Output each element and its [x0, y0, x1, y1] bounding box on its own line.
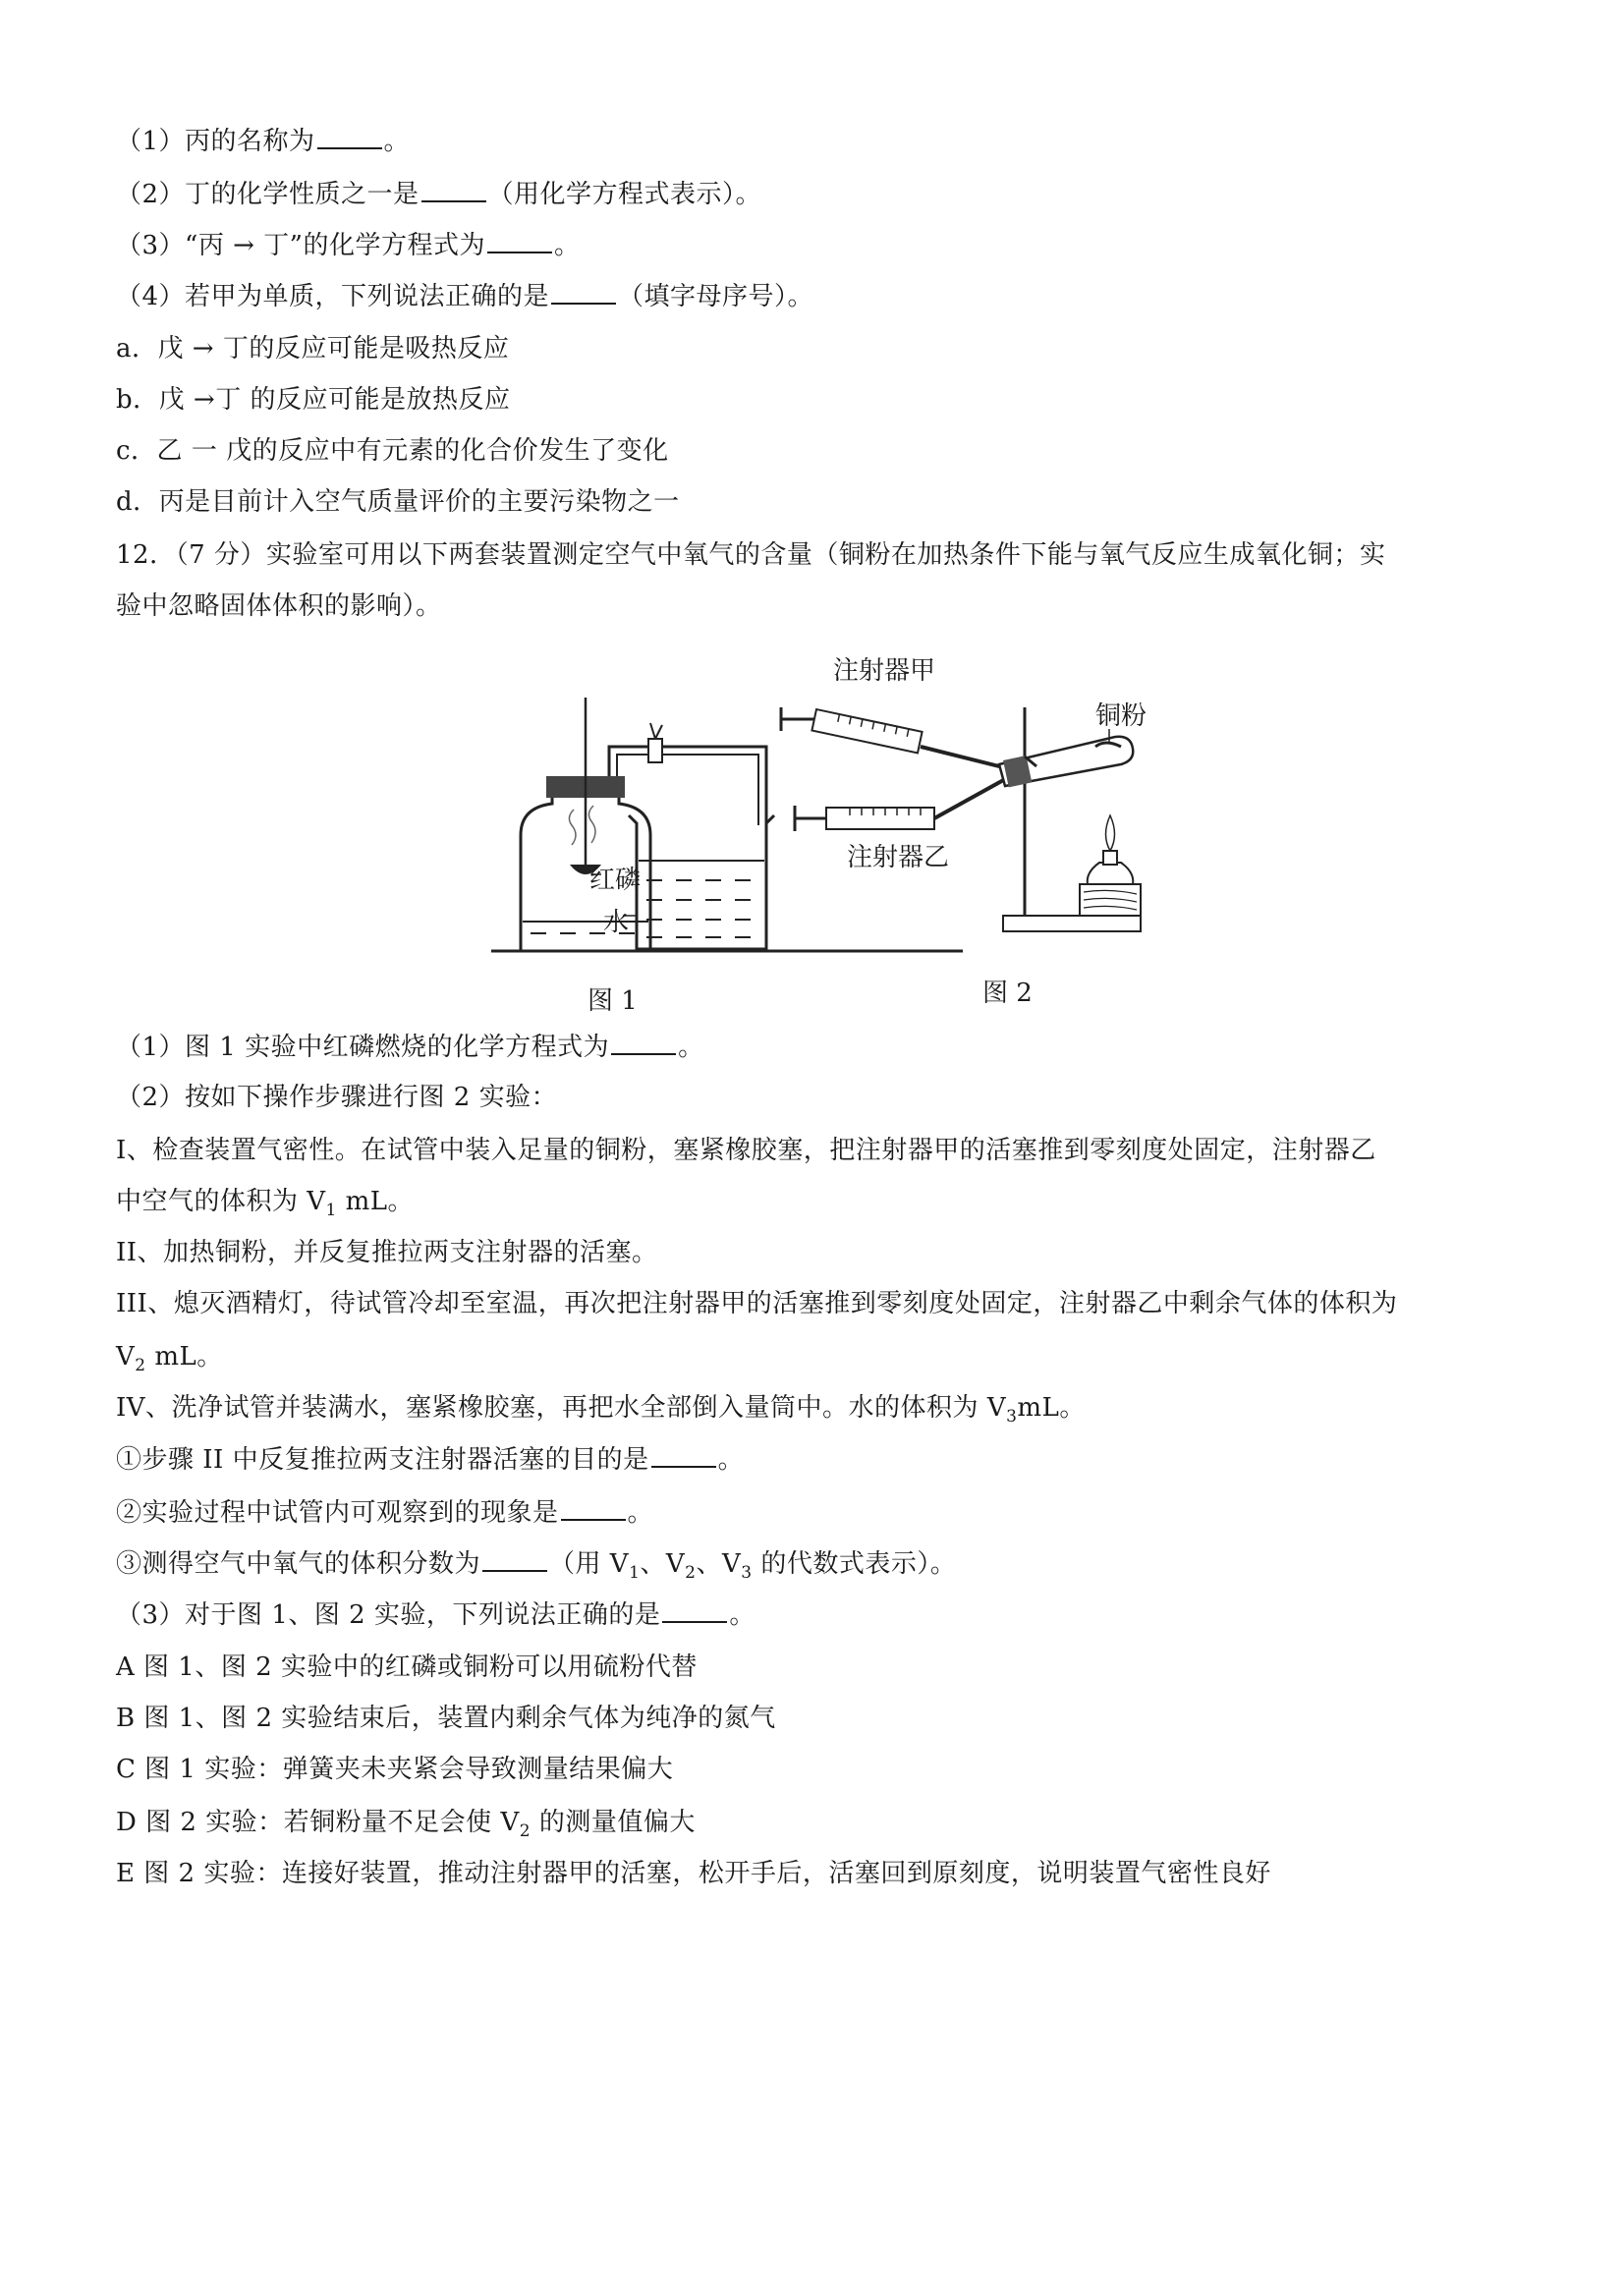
answer-blank [551, 279, 616, 305]
label-copper-powder: 铜粉 [1095, 701, 1147, 731]
q12-option-e: E 图 2 实验：连接好装置，推动注射器甲的活塞，松开手后，活塞回到原刻度，说明装置气密性良好 [116, 1859, 1271, 1888]
q11-option-d: d．丙是目前计入空气质量评价的主要污染物之一 [116, 487, 680, 517]
q11-sub4: （4）若甲为单质，下列说法正确的是 （填字母序号）。 [116, 279, 813, 313]
q12-part2: （2）按如下操作步骤进行图 2 实验： [116, 1083, 558, 1112]
q11-option-c: c．乙 一 戊的反应中有元素的化合价发生了变化 [116, 436, 669, 466]
figure-1-caption: 图 1 [588, 986, 638, 1016]
q12-step3-line2: $V_2$ mL。 [116, 1342, 223, 1376]
q12-question-c2: ②实验过程中试管内可观察到的现象是 。 [116, 1495, 653, 1530]
q12-question-c1: ①步骤 II 中反复推拉两支注射器活塞的目的是 。 [116, 1442, 744, 1477]
label-red-phosphorus: 红磷 [589, 866, 642, 895]
q11-option-a: a．戊 → 丁的反应可能是吸热反应 [116, 334, 510, 364]
q12-option-d: D 图 2 实验：若铜粉量不足会使 $V_2$ 的测量值偏大 [116, 1808, 696, 1842]
q12-option-c: C 图 1 实验：弹簧夹未夹紧会导致测量结果偏大 [116, 1755, 674, 1784]
answer-blank [317, 124, 382, 149]
q12-question-c3: ③测得空气中氧气的体积分数为 （用 $V_1$、$V_2$、$V_3$ 的代数式表示）。 [116, 1546, 956, 1581]
label-syringe-b: 注射器乙 [847, 843, 950, 872]
q12-part3: （3）对于图 1、图 2 实验，下列说法正确的是 。 [116, 1597, 756, 1632]
q12-option-a: A 图 1、图 2 实验中的红磷或铜粉可以用硫粉代替 [116, 1652, 698, 1682]
answer-blank [561, 1495, 626, 1521]
q11-sub1: （1）丙的名称为 。 [116, 124, 410, 158]
q12-step3-line1: III、熄灭酒精灯，待试管冷却至室温，再次把注射器甲的活塞推到零刻度处固定，注射器乙中剩余气体的体积为 [116, 1289, 1398, 1318]
label-water: 水 [603, 908, 630, 937]
figure-2-caption: 图 2 [982, 979, 1033, 1008]
answer-blank [611, 1030, 676, 1055]
answer-blank [651, 1442, 716, 1468]
q11-sub3: （3）“丙 → 丁”的化学方程式为 。 [116, 228, 580, 262]
answer-blank [487, 228, 552, 253]
figure-2-apparatus [771, 648, 1159, 943]
answer-blank [421, 177, 486, 202]
q12-step1-line2: 中空气的体积为 $V_1$ mL。 [116, 1187, 415, 1221]
q12-option-b: B 图 1、图 2 实验结束后，装置内剩余气体为纯净的氮气 [116, 1704, 776, 1733]
q12-stem-line2: 验中忽略固体体积的影响）。 [116, 591, 442, 621]
q11-option-b: b．戊 →丁 的反应可能是放热反应 [116, 385, 511, 415]
q12-step2: II、加热铜粉，并反复推拉两支注射器的活塞。 [116, 1238, 658, 1267]
label-syringe-a: 注射器甲 [833, 656, 936, 686]
answer-blank [662, 1597, 727, 1623]
answer-blank [482, 1546, 547, 1572]
q12-step1-line1: I、检查装置气密性。在试管中装入足量的铜粉，塞紧橡胶塞，把注射器甲的活塞推到零刻度处固定，注射器乙 [116, 1136, 1376, 1165]
q12-stem-line1: 12．（7 分）实验室可用以下两套装置测定空气中氧气的含量（铜粉在加热条件下能与氧气反应生成氧化铜；实 [116, 540, 1386, 570]
q12-part1: （1）图 1 实验中红磷燃烧的化学方程式为 。 [116, 1030, 704, 1064]
q11-sub2: （2）丁的化学性质之一是 （用化学方程式表示）。 [116, 177, 761, 211]
q12-step4: IV、洗净试管并装满水，塞紧橡胶塞，再把水全部倒入量筒中。水的体积为 $V_3mL$。 [116, 1393, 1086, 1428]
